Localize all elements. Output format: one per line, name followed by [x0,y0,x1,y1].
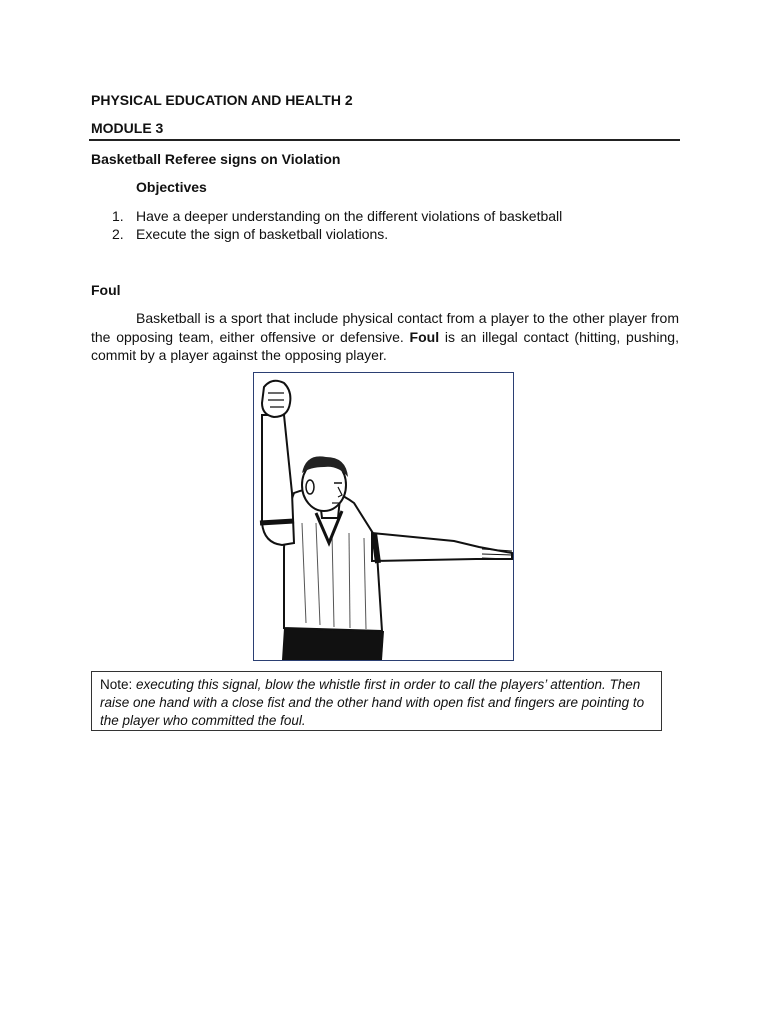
objective-item [112,208,562,224]
objective-number: 2. [112,226,124,242]
objective-text: Execute the sign of basketball violations. [136,226,389,242]
foul-heading: Foul [91,282,121,298]
objectives-heading: Objectives [136,179,207,195]
objective-item [112,226,388,242]
section-title: Basketball Referee signs on Violation [91,151,341,167]
referee-figure-svg [254,373,513,660]
objective-number: 1. [112,208,124,224]
objective-text: Have a deeper understanding on the different violations of basketball [136,208,563,224]
document-title: PHYSICAL EDUCATION AND HEALTH 2 [91,92,353,108]
foul-paragraph [91,309,679,365]
note-text: this signal, blow the whistle first in order to call the players’ attention. Then raise one hand with a close fist and the other hand with open fist and fingers are pointing to the player who committed the foul. [100,677,645,728]
foul-keyword: Foul [409,328,440,345]
module-label: MODULE 3 [91,120,164,136]
foul-paragraph-text: is an illegal contact (hitting, pushing, commit by a player against the opposing player. [91,328,679,363]
note-text: executing [136,677,194,692]
referee-foul-signal-illustration [253,372,514,661]
note-box [91,671,662,731]
note-label: Note: [100,677,137,692]
header-divider [89,139,680,141]
foul-paragraph-text: Basketball is a sport that include physical contact from a player to the other player from the opposing team, either offensive or defensive. [91,310,679,345]
